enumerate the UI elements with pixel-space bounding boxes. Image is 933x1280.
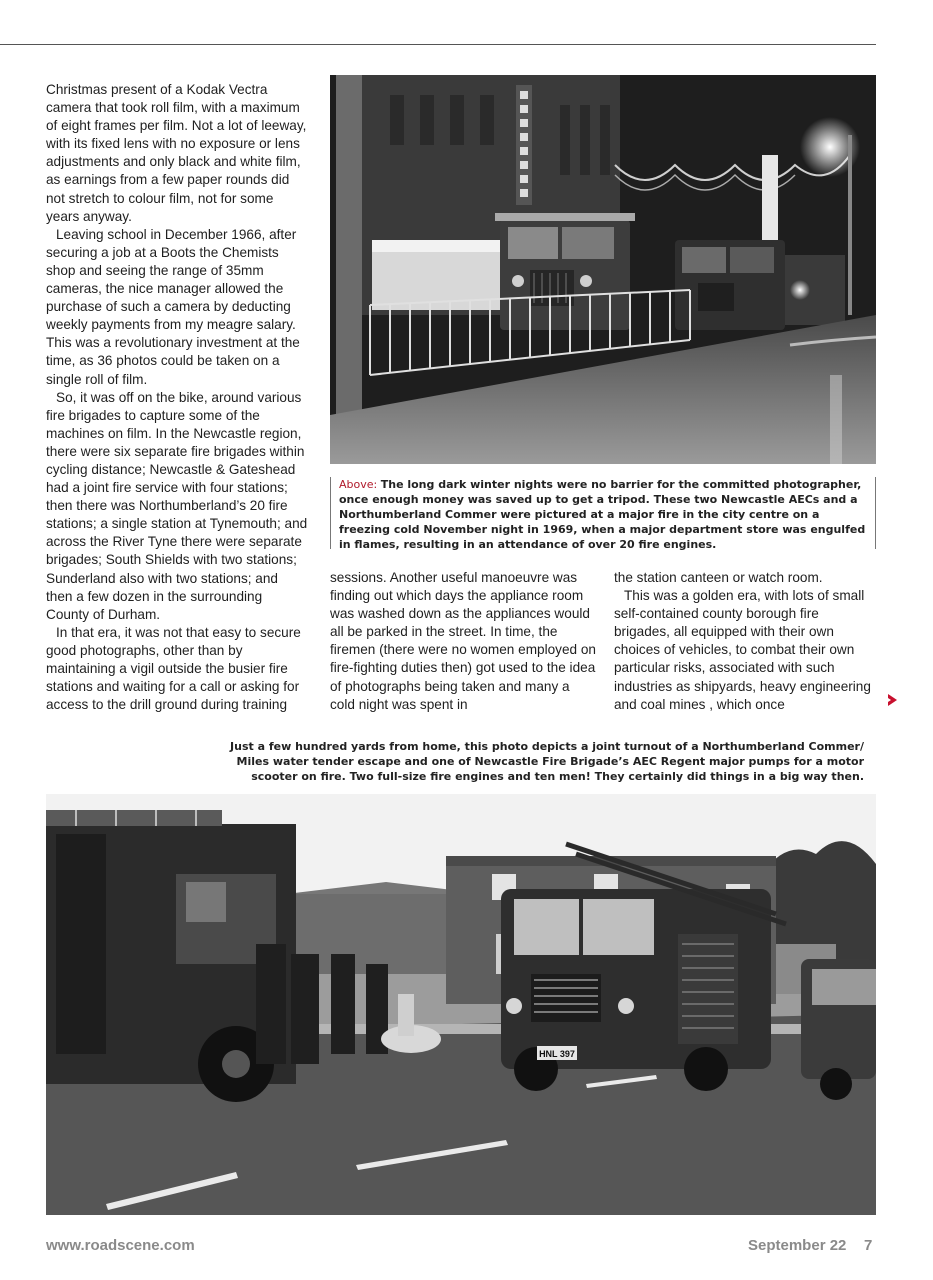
paragraph: sessions. Another useful manoeuvre was finding out which days the appliance room was washed down as the appliances would all be parked in the street. In time, the firemen (there were no women employed on fire-fighting duties then) got used to the idea of photographs being taken and many a cold night was spent in xyxy=(330,570,596,712)
paragraph: Leaving school in December 1966, after securing a job at a Boots the Chemists shop and seeing the range of 35mm cameras, the nice manager allowed the purchase of such a camera by deducting weekly payments from my meagre salary. This was a revolutionary investment at the time, as 36 photos could be taken on a single roll of film. xyxy=(46,226,300,387)
article-column-1 xyxy=(46,81,308,714)
registration-plate: HNL 397 xyxy=(539,1049,575,1059)
paragraph: So, it was off on the bike, around various fire brigades to capture some of the machines on film. In the Newcastle region, there were six separate fire brigades within cycling distance; Newcastle & Gateshead had a joint fire service with four stations; then there was Northumberland’s 20 fire stations; a single station at Tynemouth; and across the River Tyne there were separate brigades; South Shields with two stations; Sunderland also with two stations; and then a few dozen in the surrounding County of Durham. xyxy=(46,389,308,622)
caption-top-photo xyxy=(330,477,876,549)
photo-joint-turnout xyxy=(46,794,876,1215)
continue-arrow-icon xyxy=(888,694,897,706)
paragraph: the station canteen or watch room. xyxy=(614,570,823,585)
page-number: 7 xyxy=(864,1237,873,1254)
footer-date: September 22 xyxy=(748,1237,847,1254)
footer-url: www.roadscene.com xyxy=(46,1237,195,1254)
paragraph: Christmas present of a Kodak Vectra camera that took roll film, with a maximum of eight frames per film. Not a lot of leeway, with its fixed lens with no exposure or lens adjustments and only black and white film, as earnings from a few paper rounds did not stretch to colour film, not for some years anyway. xyxy=(46,82,307,224)
caption-lead: Above: xyxy=(339,478,378,491)
caption-bottom-photo: Just a few hundred yards from home, this photo depicts a joint turnout of a Northumberland Commer/ Miles water tender escape and one of Newcastle Fire Brigade’s AEC Regent major pumps for a motor scooter on fire. Two full-size fire engines and ten men! They certainly did things in a big way then. xyxy=(230,740,864,783)
paragraph: In that era, it was not that easy to secure good photographs, other than by maintaining a vigil outside the busier fire stations and waiting for a call or asking for access to the drill ground during training xyxy=(46,624,301,713)
paragraph: This was a golden era, with lots of small self-contained county borough fire brigades, all equipped with their own choices of vehicles, to combat their own particular risks, associated with such industries as shipyards, heavy engineering and coal mines , which once xyxy=(614,588,871,712)
article-column-3 xyxy=(614,569,876,714)
top-rule xyxy=(0,44,876,45)
caption-body: The long dark winter nights were no barrier for the committed photographer, once enough money was saved up to get a tripod. These two Newcastle AECs and a Northumberland Commer were pictured at a major fire in the city centre on a freezing cold November night in 1969, when a major department store was engulfed in flames, resulting in an attendance of over 20 fire engines. xyxy=(339,478,866,551)
photo-night-fire xyxy=(330,75,876,464)
article-column-2 xyxy=(330,569,596,714)
